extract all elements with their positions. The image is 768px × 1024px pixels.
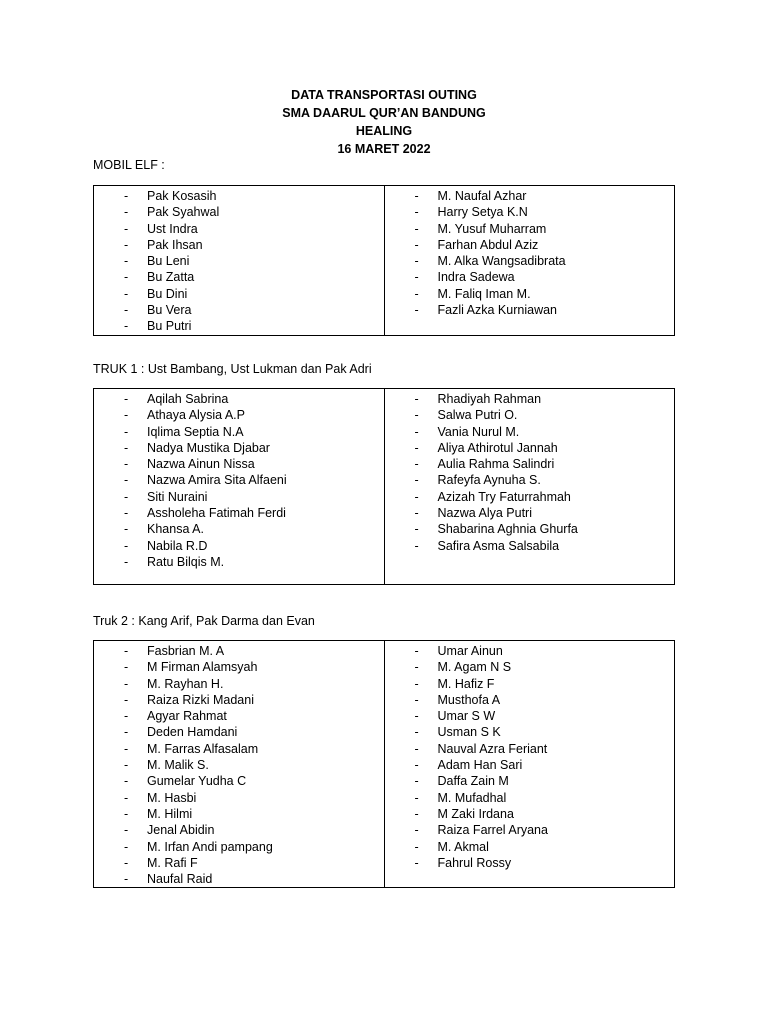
bullet-dash: - [414, 286, 419, 301]
list-item [385, 407, 675, 423]
list-item [94, 643, 384, 659]
bullet-dash: - [414, 189, 419, 203]
bullet-dash: - [414, 408, 419, 423]
person-name: Ratu Bilqis M. [147, 554, 225, 569]
list-item [385, 855, 675, 871]
list-item [94, 489, 384, 505]
bullet-dash: - [414, 774, 419, 789]
person-name: Raiza Rizki Madani [147, 692, 254, 707]
bullet-dash: - [124, 741, 129, 756]
bullet-dash: - [414, 270, 419, 285]
person-name: Aqilah Sabrina [147, 392, 229, 406]
person-name: Pak Syahwal [147, 205, 220, 220]
person-name: M. Rafi F [147, 855, 198, 870]
passenger-table-mobil-elf [93, 185, 675, 336]
person-name: M. Alka Wangsadibrata [437, 254, 566, 269]
person-name: Bu Dini [147, 286, 188, 301]
person-name: Salwa Putri O. [437, 408, 518, 423]
list-item [94, 505, 384, 521]
bullet-dash: - [414, 660, 419, 675]
heading-date: 16 MARET 2022 [337, 142, 431, 156]
bullet-dash: - [414, 790, 419, 805]
list-item [385, 790, 675, 806]
bullet-dash: - [414, 692, 419, 707]
bullet-dash: - [124, 319, 129, 334]
bullet-dash: - [124, 823, 129, 838]
person-name: M Zaki Irdana [437, 806, 514, 821]
person-name: Daffa Zain M [437, 774, 509, 789]
person-name: M. Malik S. [147, 758, 209, 773]
bullet-dash: - [124, 392, 129, 406]
person-name: Khansa A. [147, 522, 204, 537]
bullet-dash: - [124, 254, 129, 269]
list-item [94, 472, 384, 488]
person-name: Nabila R.D [147, 538, 208, 553]
list-item [94, 521, 384, 537]
list-item [385, 489, 675, 505]
name-list [385, 391, 675, 554]
person-name: M. Hasbi [147, 790, 197, 805]
bullet-dash: - [124, 270, 129, 285]
person-name: M. Faliq Iman M. [437, 286, 531, 301]
bullet-dash: - [124, 473, 129, 488]
bullet-dash: - [124, 692, 129, 707]
person-name: M. Farras Alfasalam [147, 741, 259, 756]
list-item [94, 855, 384, 871]
person-name: M. Mufadhal [437, 790, 507, 805]
person-name: M. Akmal [437, 839, 489, 854]
person-name: Rafeyfa Aynuha S. [437, 473, 541, 488]
list-item [94, 440, 384, 456]
bullet-dash: - [414, 457, 419, 472]
bullet-dash: - [414, 855, 419, 870]
bullet-dash: - [124, 725, 129, 740]
bullet-dash: - [124, 660, 129, 675]
bullet-dash: - [124, 189, 129, 203]
name-list [94, 188, 384, 335]
bullet-dash: - [124, 237, 129, 252]
list-item [94, 822, 384, 838]
list-item [94, 269, 384, 285]
bullet-dash: - [414, 758, 419, 773]
person-name: Bu Vera [147, 303, 192, 318]
person-name: Vania Nurul M. [437, 424, 520, 439]
person-name: Agyar Rahmat [147, 709, 227, 724]
list-item [385, 773, 675, 789]
bullet-dash: - [414, 823, 419, 838]
person-name: M. Agam N S [437, 660, 512, 675]
person-name: Safira Asma Salsabila [437, 538, 560, 553]
list-item [385, 391, 675, 407]
list-item [385, 456, 675, 472]
person-name: Gumelar Yudha C [147, 774, 247, 789]
person-name: Ust Indra [147, 221, 198, 236]
person-name: M. Yusuf Muharram [437, 221, 547, 236]
list-item [385, 424, 675, 440]
list-item [94, 188, 384, 204]
bullet-dash: - [124, 790, 129, 805]
list-item [385, 724, 675, 740]
person-name: M. Rayhan H. [147, 676, 224, 691]
list-item [94, 692, 384, 708]
person-name: Athaya Alysia A.P [147, 408, 245, 423]
list-item [94, 757, 384, 773]
passenger-table-truk-2 [93, 640, 675, 888]
section-label-truk-2: Truk 2 : Kang Arif, Pak Darma dan Evan [93, 614, 315, 628]
bullet-dash: - [124, 806, 129, 821]
list-item [94, 407, 384, 423]
list-item [94, 237, 384, 253]
person-name: Pak Ihsan [147, 237, 203, 252]
list-item [385, 440, 675, 456]
list-item [385, 692, 675, 708]
person-name: Bu Leni [147, 254, 190, 269]
person-name: M. Irfan Andi pampang [147, 839, 273, 854]
bullet-dash: - [124, 221, 129, 236]
bullet-dash: - [414, 522, 419, 537]
list-item [94, 724, 384, 740]
right-column [384, 389, 675, 585]
bullet-dash: - [124, 457, 129, 472]
bullet-dash: - [124, 440, 129, 455]
name-list [94, 391, 384, 570]
bullet-dash: - [414, 473, 419, 488]
list-item [385, 806, 675, 822]
list-item [94, 806, 384, 822]
person-name: Deden Hamdani [147, 725, 238, 740]
list-item [94, 659, 384, 675]
list-item [385, 676, 675, 692]
bullet-dash: - [124, 538, 129, 553]
left-column [94, 186, 385, 336]
bullet-dash: - [124, 506, 129, 521]
bullet-dash: - [124, 522, 129, 537]
bullet-dash: - [414, 221, 419, 236]
list-item [385, 521, 675, 537]
list-item [385, 221, 675, 237]
bullet-dash: - [124, 286, 129, 301]
list-item [385, 302, 675, 318]
bullet-dash: - [414, 205, 419, 220]
person-name: Bu Zatta [147, 270, 195, 285]
person-name: Raiza Farrel Aryana [437, 823, 548, 838]
list-item [94, 773, 384, 789]
list-item [94, 790, 384, 806]
person-name: Rhadiyah Rahman [437, 392, 542, 406]
list-item [94, 554, 384, 570]
bullet-dash: - [414, 506, 419, 521]
list-item [385, 538, 675, 554]
list-item [385, 269, 675, 285]
list-item [94, 424, 384, 440]
bullet-dash: - [414, 741, 419, 756]
bullet-dash: - [124, 709, 129, 724]
left-column [94, 389, 385, 585]
bullet-dash: - [414, 644, 419, 658]
passenger-table-truk-1 [93, 388, 675, 585]
list-item [385, 708, 675, 724]
bullet-dash: - [124, 644, 129, 658]
person-name: Umar S W [437, 709, 496, 724]
list-item [94, 391, 384, 407]
person-name: Harry Setya K.N [437, 205, 528, 220]
bullet-dash: - [124, 408, 129, 423]
person-name: Umar Ainun [437, 644, 503, 658]
list-item [385, 505, 675, 521]
left-column [94, 641, 385, 888]
bullet-dash: - [414, 424, 419, 439]
bullet-dash: - [124, 839, 129, 854]
bullet-dash: - [414, 237, 419, 252]
list-item [385, 253, 675, 269]
bullet-dash: - [414, 254, 419, 269]
bullet-dash: - [414, 709, 419, 724]
person-name: M. Hilmi [147, 806, 193, 821]
section-label-mobil-elf: MOBIL ELF : [93, 158, 165, 172]
list-item [385, 822, 675, 838]
list-item [385, 286, 675, 302]
heading-school: SMA DAARUL QUR’AN BANDUNG [282, 106, 486, 120]
list-item [94, 676, 384, 692]
list-item [385, 839, 675, 855]
name-list [385, 188, 675, 318]
bullet-dash: - [124, 424, 129, 439]
person-name: Pak Kosasih [147, 189, 217, 203]
person-name: Siti Nuraini [147, 489, 208, 504]
list-item [94, 741, 384, 757]
document-heading [0, 86, 768, 158]
person-name: Musthofa A [437, 692, 501, 707]
name-list [94, 643, 384, 887]
bullet-dash: - [414, 806, 419, 821]
bullet-dash: - [414, 725, 419, 740]
person-name: Aulia Rahma Salindri [437, 457, 555, 472]
bullet-dash: - [124, 855, 129, 870]
bullet-dash: - [414, 303, 419, 318]
person-name: Adam Han Sari [437, 758, 523, 773]
bullet-dash: - [124, 758, 129, 773]
heading-title: DATA TRANSPORTASI OUTING [291, 88, 477, 102]
person-name: Farhan Abdul Aziz [437, 237, 539, 252]
person-name: Jenal Abidin [147, 823, 215, 838]
person-name: Nazwa Amira Sita Alfaeni [147, 473, 287, 488]
list-item [385, 659, 675, 675]
list-item [94, 708, 384, 724]
list-item [94, 538, 384, 554]
person-name: Azizah Try Faturrahmah [437, 489, 571, 504]
list-item [94, 839, 384, 855]
name-list [385, 643, 675, 871]
person-name: Nazwa Alya Putri [437, 506, 532, 521]
bullet-dash: - [414, 392, 419, 406]
person-name: M Firman Alamsyah [147, 660, 258, 675]
person-name: Assholeha Fatimah Ferdi [147, 506, 286, 521]
bullet-dash: - [124, 872, 129, 887]
list-item [385, 472, 675, 488]
right-column [384, 186, 675, 336]
bullet-dash: - [414, 839, 419, 854]
list-item [94, 286, 384, 302]
list-item [385, 237, 675, 253]
bullet-dash: - [414, 489, 419, 504]
list-item [94, 253, 384, 269]
heading-event: HEALING [355, 124, 413, 138]
person-name: Nadya Mustika Djabar [147, 440, 270, 455]
bullet-dash: - [124, 205, 129, 220]
person-name: Naufal Raid [147, 872, 213, 887]
person-name: Nauval Azra Feriant [437, 741, 548, 756]
bullet-dash: - [414, 676, 419, 691]
list-item [94, 221, 384, 237]
list-item [385, 204, 675, 220]
list-item [94, 318, 384, 334]
list-item [94, 302, 384, 318]
bullet-dash: - [124, 303, 129, 318]
list-item [385, 643, 675, 659]
list-item [94, 456, 384, 472]
list-item [94, 871, 384, 887]
person-name: Fazli Azka Kurniawan [437, 303, 558, 318]
person-name: Fasbrian M. A [147, 644, 225, 658]
bullet-dash: - [414, 538, 419, 553]
section-label-truk-1: TRUK 1 : Ust Bambang, Ust Lukman dan Pak Adri [93, 362, 372, 376]
list-item [385, 188, 675, 204]
right-column [384, 641, 675, 888]
bullet-dash: - [124, 554, 129, 569]
person-name: Shabarina Aghnia Ghurfa [437, 522, 578, 537]
bullet-dash: - [414, 440, 419, 455]
person-name: Indra Sadewa [437, 270, 515, 285]
person-name: Usman S K [437, 725, 501, 740]
person-name: Bu Putri [147, 319, 192, 334]
person-name: Fahrul Rossy [437, 855, 512, 870]
person-name: Iqlima Septia N.A [147, 424, 244, 439]
list-item [94, 204, 384, 220]
bullet-dash: - [124, 774, 129, 789]
list-item [385, 741, 675, 757]
person-name: M. Hafiz F [437, 676, 495, 691]
list-item [385, 757, 675, 773]
bullet-dash: - [124, 489, 129, 504]
person-name: M. Naufal Azhar [437, 189, 527, 203]
person-name: Nazwa Ainun Nissa [147, 457, 255, 472]
person-name: Aliya Athirotul Jannah [437, 440, 558, 455]
bullet-dash: - [124, 676, 129, 691]
